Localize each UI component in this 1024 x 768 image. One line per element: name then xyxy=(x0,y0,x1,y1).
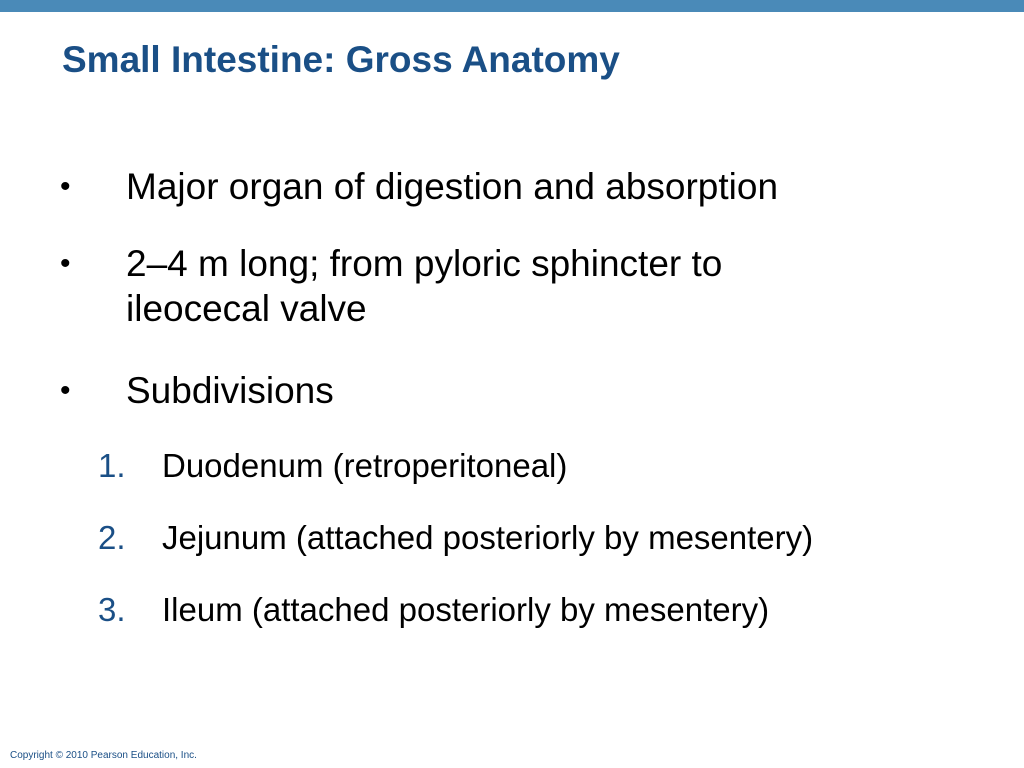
list-number: 1. xyxy=(98,447,126,484)
subdivision-text: Duodenum (retroperitoneal) xyxy=(162,447,568,484)
bullet-marker: • xyxy=(60,170,71,203)
bullet-item xyxy=(58,368,958,413)
subdivision-text: Ileum (attached posteriorly by mesentery) xyxy=(162,591,770,628)
bullet-text: Subdivisions xyxy=(126,370,334,411)
subdivision-item xyxy=(98,589,998,630)
bullet-item xyxy=(58,241,958,331)
copyright-notice: Copyright © 2010 Pearson Education, Inc. xyxy=(10,750,197,761)
slide-title: Small Intestine: Gross Anatomy xyxy=(62,39,620,80)
subdivision-item xyxy=(98,445,998,486)
subdivision-text: Jejunum (attached posteriorly by mesentery) xyxy=(162,519,814,556)
bullet-marker: • xyxy=(60,247,71,280)
bullet-text: Major organ of digestion and absorption xyxy=(126,166,779,207)
bullet-text: 2–4 m long; from pyloric sphincter to ileocecal valve xyxy=(126,243,723,330)
bullet-marker: • xyxy=(60,374,71,407)
list-number: 3. xyxy=(98,591,126,628)
list-number: 2. xyxy=(98,519,126,556)
subdivision-item xyxy=(98,517,998,558)
top-accent-bar xyxy=(0,0,1024,12)
bullet-item xyxy=(58,164,958,209)
